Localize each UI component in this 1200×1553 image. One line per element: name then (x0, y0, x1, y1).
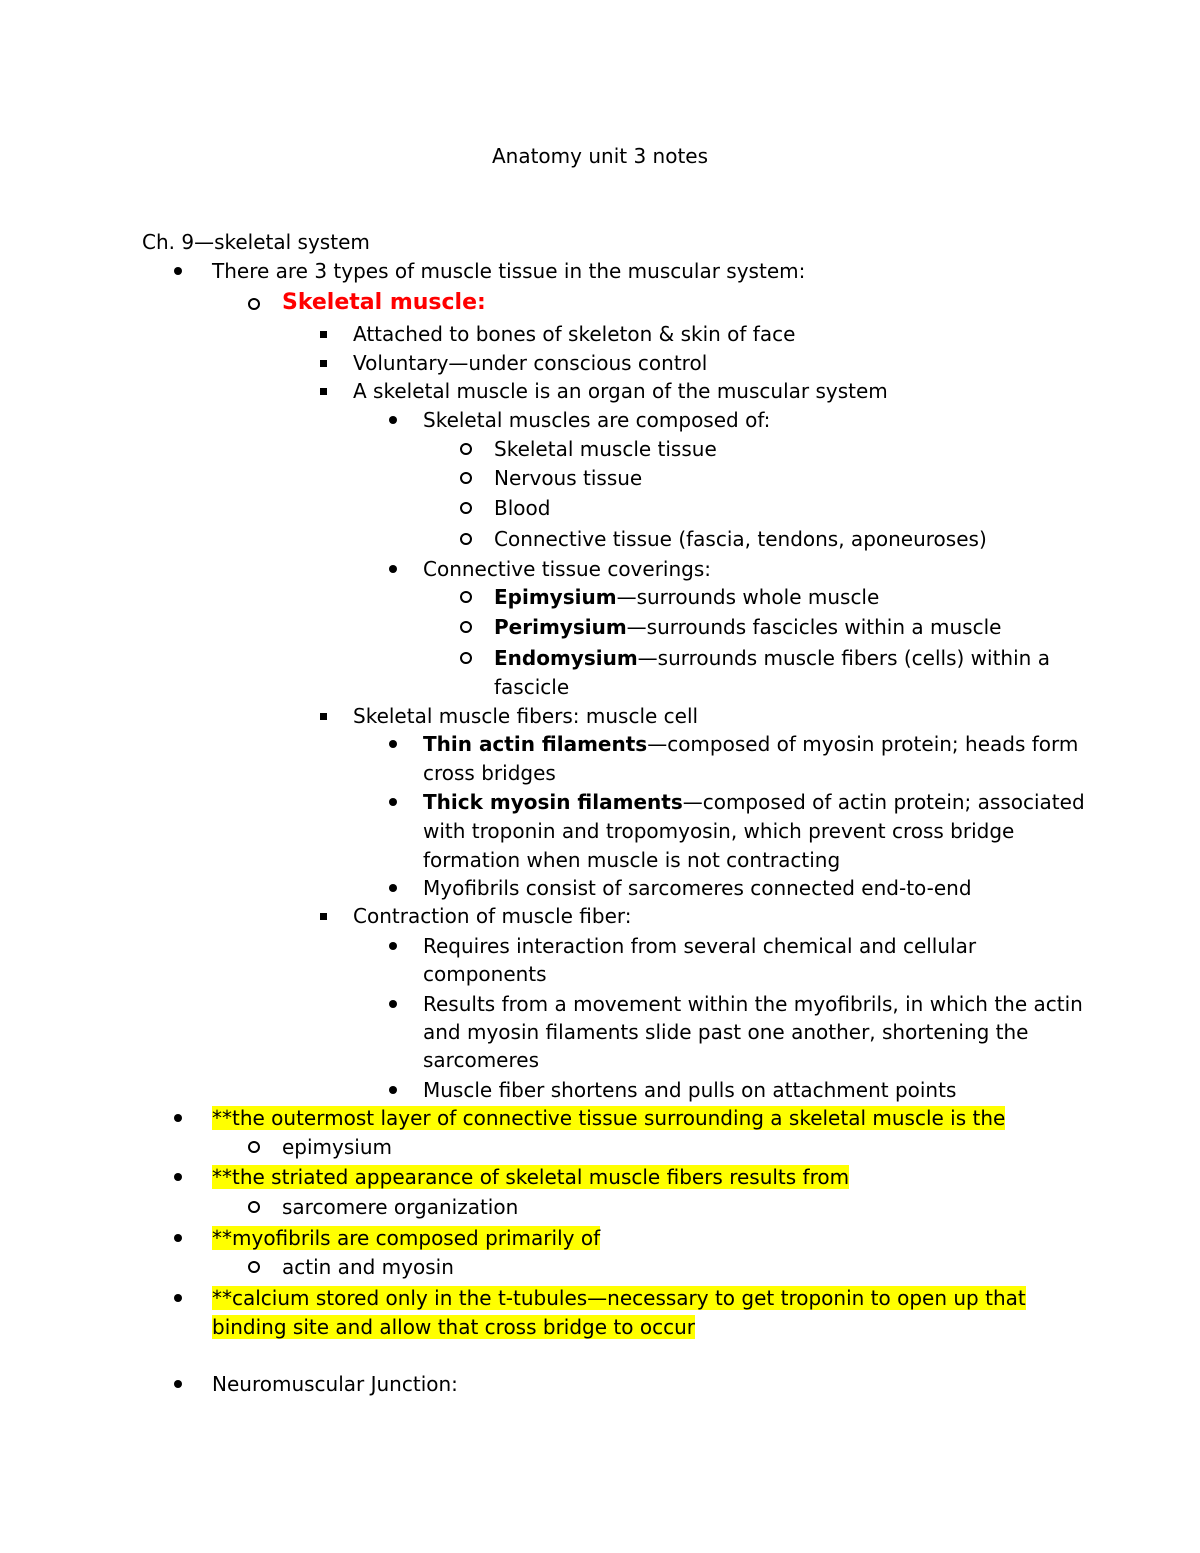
note-line (212, 1284, 1026, 1313)
bullet-circle-icon (460, 502, 472, 514)
note-line (494, 583, 879, 612)
note-text: binding site and allow that cross bridge to occur (212, 1315, 695, 1339)
note-text: epimysium (282, 1135, 393, 1159)
note-line (423, 874, 972, 903)
note-text: —surrounds fascicles within a muscle (626, 615, 1002, 639)
note-text: Skeletal muscle fibers: muscle cell (353, 704, 699, 728)
chapter-heading: Ch. 9—skeletal system (142, 230, 370, 254)
note-line (423, 960, 547, 989)
note-text: Myofibrils consist of sarcomeres connected end-to-end (423, 876, 972, 900)
bullet-circle-icon (248, 1141, 260, 1153)
note-line (494, 673, 569, 702)
note-line (423, 788, 1085, 817)
note-line (423, 932, 976, 961)
note-text: Skeletal muscles are composed of: (423, 408, 771, 432)
note-line (494, 435, 717, 464)
bold-term: Perimysium (494, 615, 627, 639)
note-text: There are 3 types of muscle tissue in the muscular system: (212, 259, 806, 283)
note-line (423, 1076, 956, 1105)
bullet-circle-icon (460, 652, 472, 664)
note-line (494, 464, 642, 493)
bullet-circle-icon (460, 533, 472, 545)
note-line (423, 406, 770, 435)
note-line (423, 990, 1083, 1019)
note-line (282, 1193, 518, 1222)
bullet-dot-icon (389, 1086, 397, 1094)
bold-term: Thin actin filaments (423, 732, 648, 756)
note-text: Skeletal muscle tissue (494, 437, 717, 461)
bullet-dot-icon (174, 1234, 182, 1242)
note-line (282, 1133, 392, 1162)
page-title: Anatomy unit 3 notes (491, 144, 709, 168)
note-text: Connective tissue coverings: (423, 557, 712, 581)
bullet-dot-icon (389, 416, 397, 424)
bullet-dot-icon (389, 1000, 397, 1008)
bullet-dot-icon (174, 1380, 182, 1388)
note-text: Attached to bones of skeleton & skin of face (353, 322, 796, 346)
note-line (494, 494, 550, 523)
note-text: Requires interaction from several chemical and cellular (423, 934, 977, 958)
note-text: —composed of myosin protein; heads form (647, 732, 1079, 756)
note-text: A skeletal muscle is an organ of the muscular system (353, 379, 888, 403)
note-line (423, 730, 1078, 759)
bullet-dot-icon (174, 267, 182, 275)
note-line (353, 702, 698, 731)
note-text: Connective tissue (fascia, tendons, aponeuroses) (494, 527, 987, 551)
note-line (423, 759, 556, 788)
bullet-circle-icon (248, 1201, 260, 1213)
note-text: —composed of actin protein; associated (682, 790, 1085, 814)
note-line (282, 288, 486, 317)
bullet-dot-icon (389, 942, 397, 950)
bullet-dot-icon (174, 1173, 182, 1181)
bullet-square-icon (320, 388, 327, 395)
note-line (212, 1313, 695, 1342)
note-text: cross bridges (423, 761, 556, 785)
note-text: Results from a movement within the myofibrils, in which the actin (423, 992, 1083, 1016)
note-line (353, 377, 888, 406)
note-text: sarcomeres (423, 1048, 539, 1072)
bullet-square-icon (320, 713, 327, 720)
note-text: Blood (494, 496, 551, 520)
note-line (353, 349, 707, 378)
note-line (423, 817, 1014, 846)
bullet-square-icon (320, 913, 327, 920)
note-text: Contraction of muscle fiber: (353, 904, 632, 928)
note-text: Neuromuscular Junction: (212, 1372, 458, 1396)
note-text: **myofibrils are composed primarily of (212, 1226, 601, 1250)
note-line (423, 555, 711, 584)
note-text: **the striated appearance of skeletal muscle fibers results from (212, 1165, 850, 1189)
note-text: fascicle (494, 675, 570, 699)
note-text: **calcium stored only in the t-tubules—necessary to get troponin to open up that (212, 1286, 1026, 1310)
bullet-circle-icon (460, 591, 472, 603)
note-text: components (423, 962, 547, 986)
note-text: Nervous tissue (494, 466, 643, 490)
note-line (423, 1046, 539, 1075)
note-text: —surrounds muscle fibers (cells) within a (637, 646, 1050, 670)
note-line (423, 846, 840, 875)
note-line (423, 1018, 1029, 1047)
note-line (212, 1370, 458, 1399)
note-line (212, 1163, 849, 1192)
bullet-circle-icon (460, 443, 472, 455)
note-line (494, 613, 1001, 642)
note-line (353, 902, 632, 931)
note-text: and myosin filaments slide past one another, shortening the (423, 1020, 1029, 1044)
note-line (212, 1104, 1005, 1133)
bullet-circle-icon (460, 621, 472, 633)
note-line (494, 644, 1050, 673)
note-text: sarcomere organization (282, 1195, 519, 1219)
bullet-square-icon (320, 360, 327, 367)
bullet-circle-icon (248, 1261, 260, 1273)
note-text: Muscle fiber shortens and pulls on attachment points (423, 1078, 957, 1102)
bold-term: Epimysium (494, 585, 617, 609)
note-line (282, 1253, 454, 1282)
bullet-dot-icon (174, 1294, 182, 1302)
bullet-dot-icon (389, 798, 397, 806)
note-line (212, 257, 805, 286)
note-text: with troponin and tropomyosin, which prevent cross bridge (423, 819, 1015, 843)
note-text: actin and myosin (282, 1255, 454, 1279)
note-line (212, 1224, 600, 1253)
bold-term: Endomysium (494, 646, 638, 670)
bullet-dot-icon (389, 565, 397, 573)
note-text: formation when muscle is not contracting (423, 848, 841, 872)
bullet-dot-icon (389, 740, 397, 748)
bullet-square-icon (320, 331, 327, 338)
bold-term: Thick myosin filaments (423, 790, 683, 814)
note-text: —surrounds whole muscle (616, 585, 880, 609)
bullet-circle-icon (460, 472, 472, 484)
note-line (494, 525, 987, 554)
bullet-circle-icon (248, 298, 260, 310)
note-text: **the outermost layer of connective tissue surrounding a skeletal muscle is the (212, 1106, 1006, 1130)
section-label: Skeletal muscle: (282, 290, 486, 315)
note-text: Voluntary—under conscious control (353, 351, 708, 375)
bullet-dot-icon (174, 1114, 182, 1122)
bullet-dot-icon (389, 884, 397, 892)
note-line (353, 320, 795, 349)
